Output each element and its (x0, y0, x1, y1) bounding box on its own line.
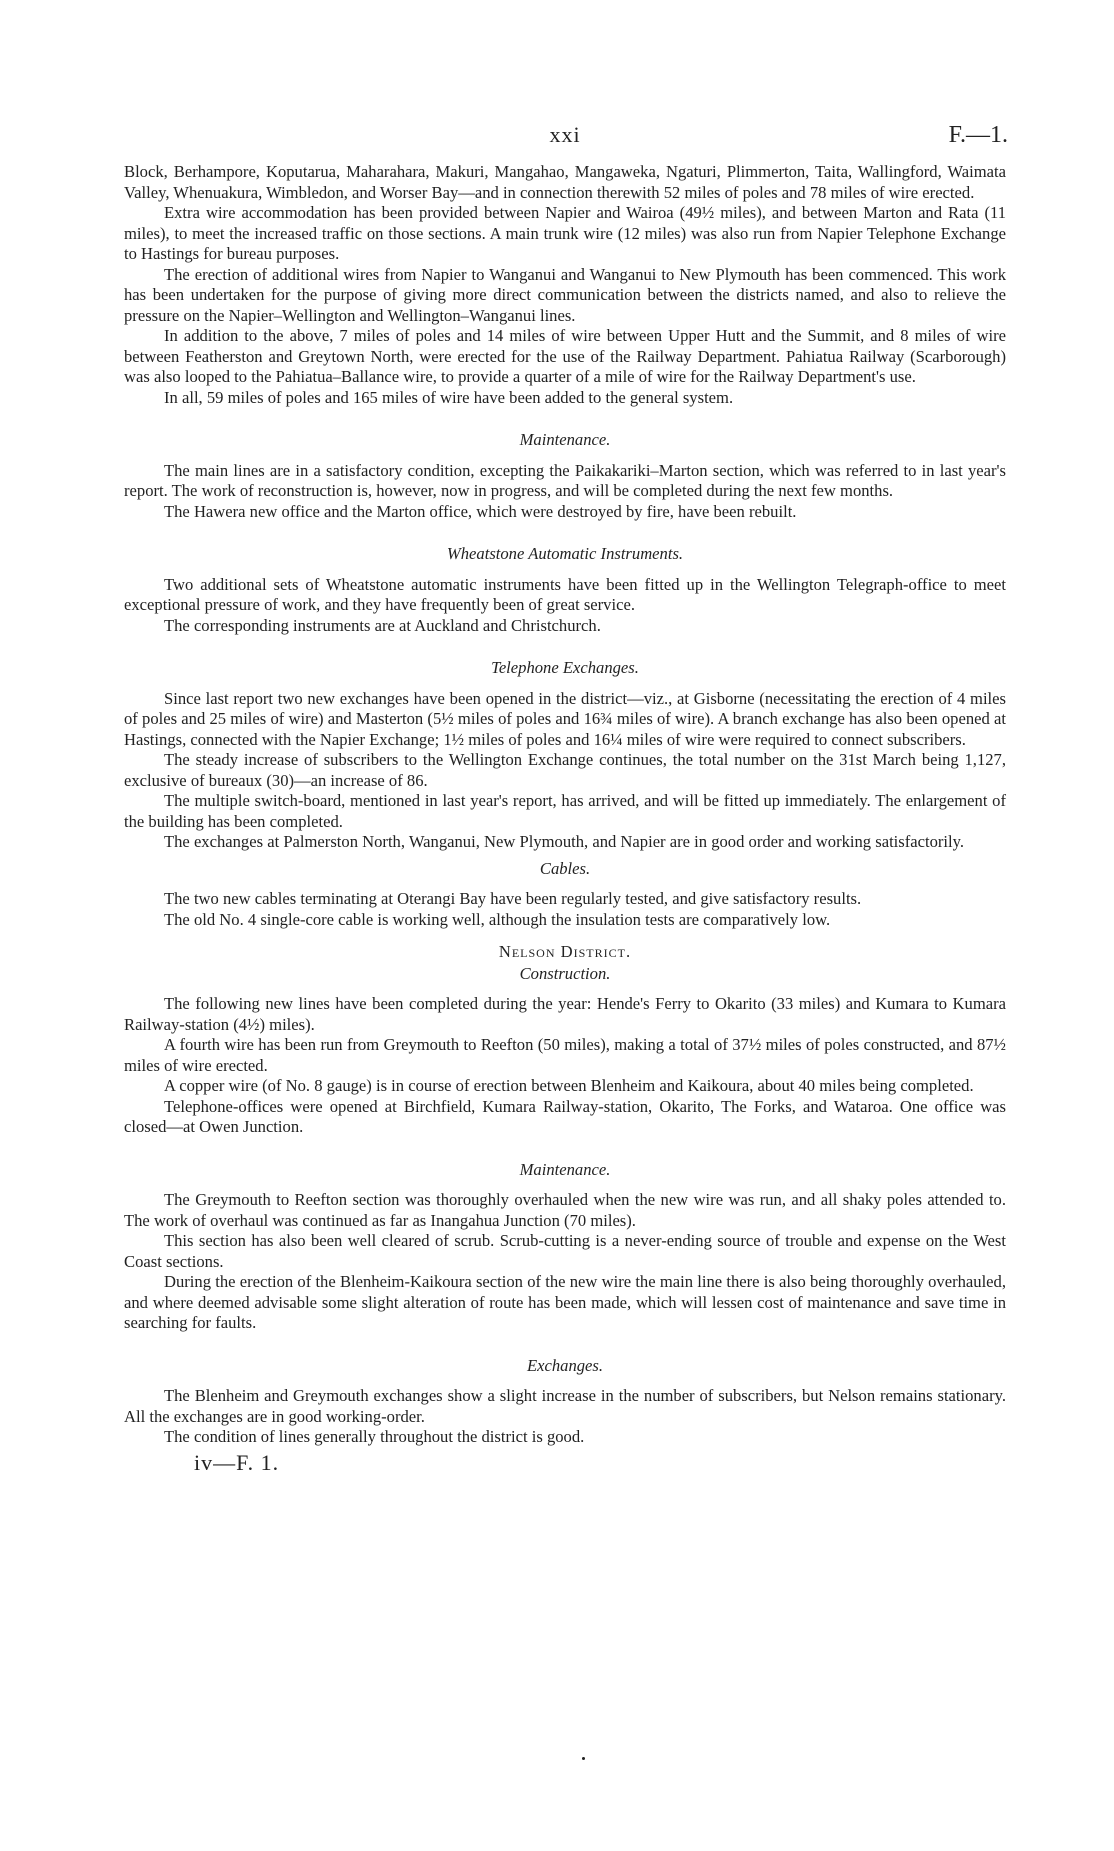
page-number: xxi (549, 122, 581, 147)
paragraph: The Blenheim and Greymouth exchanges show a slight increase in the number of subscribers, but Nelson remains stationary. All the exchanges are in good working-order. (124, 1386, 1006, 1426)
document-reference: F.—1. (948, 122, 1008, 148)
section-heading-exchanges: Exchanges. (526, 1355, 604, 1375)
paragraph: A fourth wire has been run from Greymouth to Reefton (50 miles), making a total of 37½ miles of poles constructed, and 87½ miles of wire erected. (124, 1035, 1006, 1075)
paragraph: Telephone-offices were opened at Birchfield, Kumara Railway-station, Okarito, The Forks, and Wataroa. One office was closed—at Owen Junction. (124, 1096, 1006, 1136)
section-heading-construction: Construction. (519, 964, 611, 983)
paragraph: The condition of lines generally throughout the district is good. (164, 1427, 585, 1446)
section-heading-telephone-exchanges: Telephone Exchanges. (491, 658, 639, 677)
paragraph: Extra wire accommodation has been provided between Napier and Wairoa (49½ miles), and between Marton and Rata (11 miles), to meet the increased traffic on those sections. A main trunk wire (12 miles) was also run from Napier Telephone Exchange to Hastings for bureau purposes. (124, 203, 1006, 263)
section-heading-cables: Cables. (539, 858, 591, 878)
paragraph: The erection of additional wires from Napier to Wanganui and Wanganui to New Plymouth has been commenced. This work has been undertaken for the purpose of giving more direct communication between the districts named, and also to relieve the pressure on the Napier–Wellington and Wellington–Wanganui lines. (124, 264, 1006, 325)
paragraph: The exchanges at Palmerston North, Wanganui, New Plymouth, and Napier are in good order and working satisfactorily. (164, 832, 965, 851)
district-heading-nelson: Nelson District. (498, 942, 632, 961)
paragraph: In all, 59 miles of poles and 165 miles of wire have been added to the general system. (164, 387, 734, 407)
document-page (124, 122, 1006, 1476)
ink-dot (582, 1757, 585, 1760)
paragraph: Block, Berhampore, Koputarua, Maharahara, Makuri, Mangahao, Mangaweka, Ngaturi, Plimmerton, Taita, Wallingford, Waimata Valley, Whenuakura, Wimbledon, and Worser Bay—and in connection therewith 52 miles of poles and 78 miles of wire erected. (124, 162, 1006, 202)
paragraph: The two new cables terminating at Oterangi Bay have been regularly tested, and give satisfactory results. (164, 889, 862, 908)
section-heading-maintenance-nelson: Maintenance. (519, 1159, 611, 1179)
paragraph: The corresponding instruments are at Auckland and Christchurch. (164, 615, 601, 635)
section-heading-wheatstone: Wheatstone Automatic Instruments. (446, 544, 684, 563)
paragraph: In addition to the above, 7 miles of poles and 14 miles of wire between Upper Hutt and the Summit, and 8 miles of wire between Featherston and Greytown North, were erected for the use of the Railway Department. Pahiatua Railway (Scarborough) was also looped to the Pahiatua–Ballance wire, to provide a quarter of a mile of wire for the Railway Department's use. (124, 326, 1006, 386)
paragraph: During the erection of the Blenheim-Kaikoura section of the new wire the main line there is also being thoroughly overhauled, and where deemed advisable some slight alteration of route has been made, which will lessen cost of maintenance and save time in searching for faults. (124, 1272, 1006, 1332)
section-heading-maintenance: Maintenance. (519, 430, 611, 449)
paragraph: The old No. 4 single-core cable is working well, although the insulation tests are comparatively low. (164, 909, 831, 929)
page-header (124, 122, 1006, 162)
paragraph: The multiple switch-board, mentioned in last year's report, has arrived, and will be fitted up immediately. The enlargement of the building has been completed. (124, 791, 1006, 831)
paragraph: The Greymouth to Reefton section was thoroughly overhauled when the new wire was run, and all shaky poles attended to. The work of overhaul was continued as far as Inangahua Junction (70 miles). (124, 1190, 1006, 1230)
signature-mark: iv—F. 1. (194, 1449, 280, 1475)
paragraph: Since last report two new exchanges have been opened in the district—viz., at Gisborne (necessitating the erection of 4 miles of poles and 25 miles of wire) and Masterton (5½ miles of poles and 16¾ miles of wire). A branch exchange has also been opened at Hastings, connected with the Napier Exchange; 1½ miles of poles and 16¼ miles of wire were required to connect subscribers. (124, 688, 1006, 749)
paragraph: The following new lines have been completed during the year: Hende's Ferry to Okarito (33 miles) and Kumara to Kumara Railway-station (4½) miles). (124, 994, 1006, 1034)
paragraph: The Hawera new office and the Marton office, which were destroyed by fire, have been rebuilt. (164, 501, 797, 521)
paragraph: The steady increase of subscribers to the Wellington Exchange continues, the total number on the 31st March being 1,127, exclusive of bureaux (30)—an increase of 86. (124, 750, 1006, 790)
paragraph: Two additional sets of Wheatstone automatic instruments have been fitted up in the Wellington Telegraph-office to meet exceptional pressure of work, and they have frequently been of great service. (124, 574, 1006, 614)
paragraph: The main lines are in a satisfactory condition, excepting the Paikakariki–Marton section, which was referred to in last year's report. The work of reconstruction is, however, now in progress, and will be completed during the next few months. (124, 460, 1006, 500)
paragraph: A copper wire (of No. 8 gauge) is in course of erection between Blenheim and Kaikoura, about 40 miles being completed. (164, 1076, 974, 1095)
paragraph: This section has also been well cleared of scrub. Scrub-cutting is a never-ending source of trouble and expense on the West Coast sections. (124, 1231, 1006, 1271)
